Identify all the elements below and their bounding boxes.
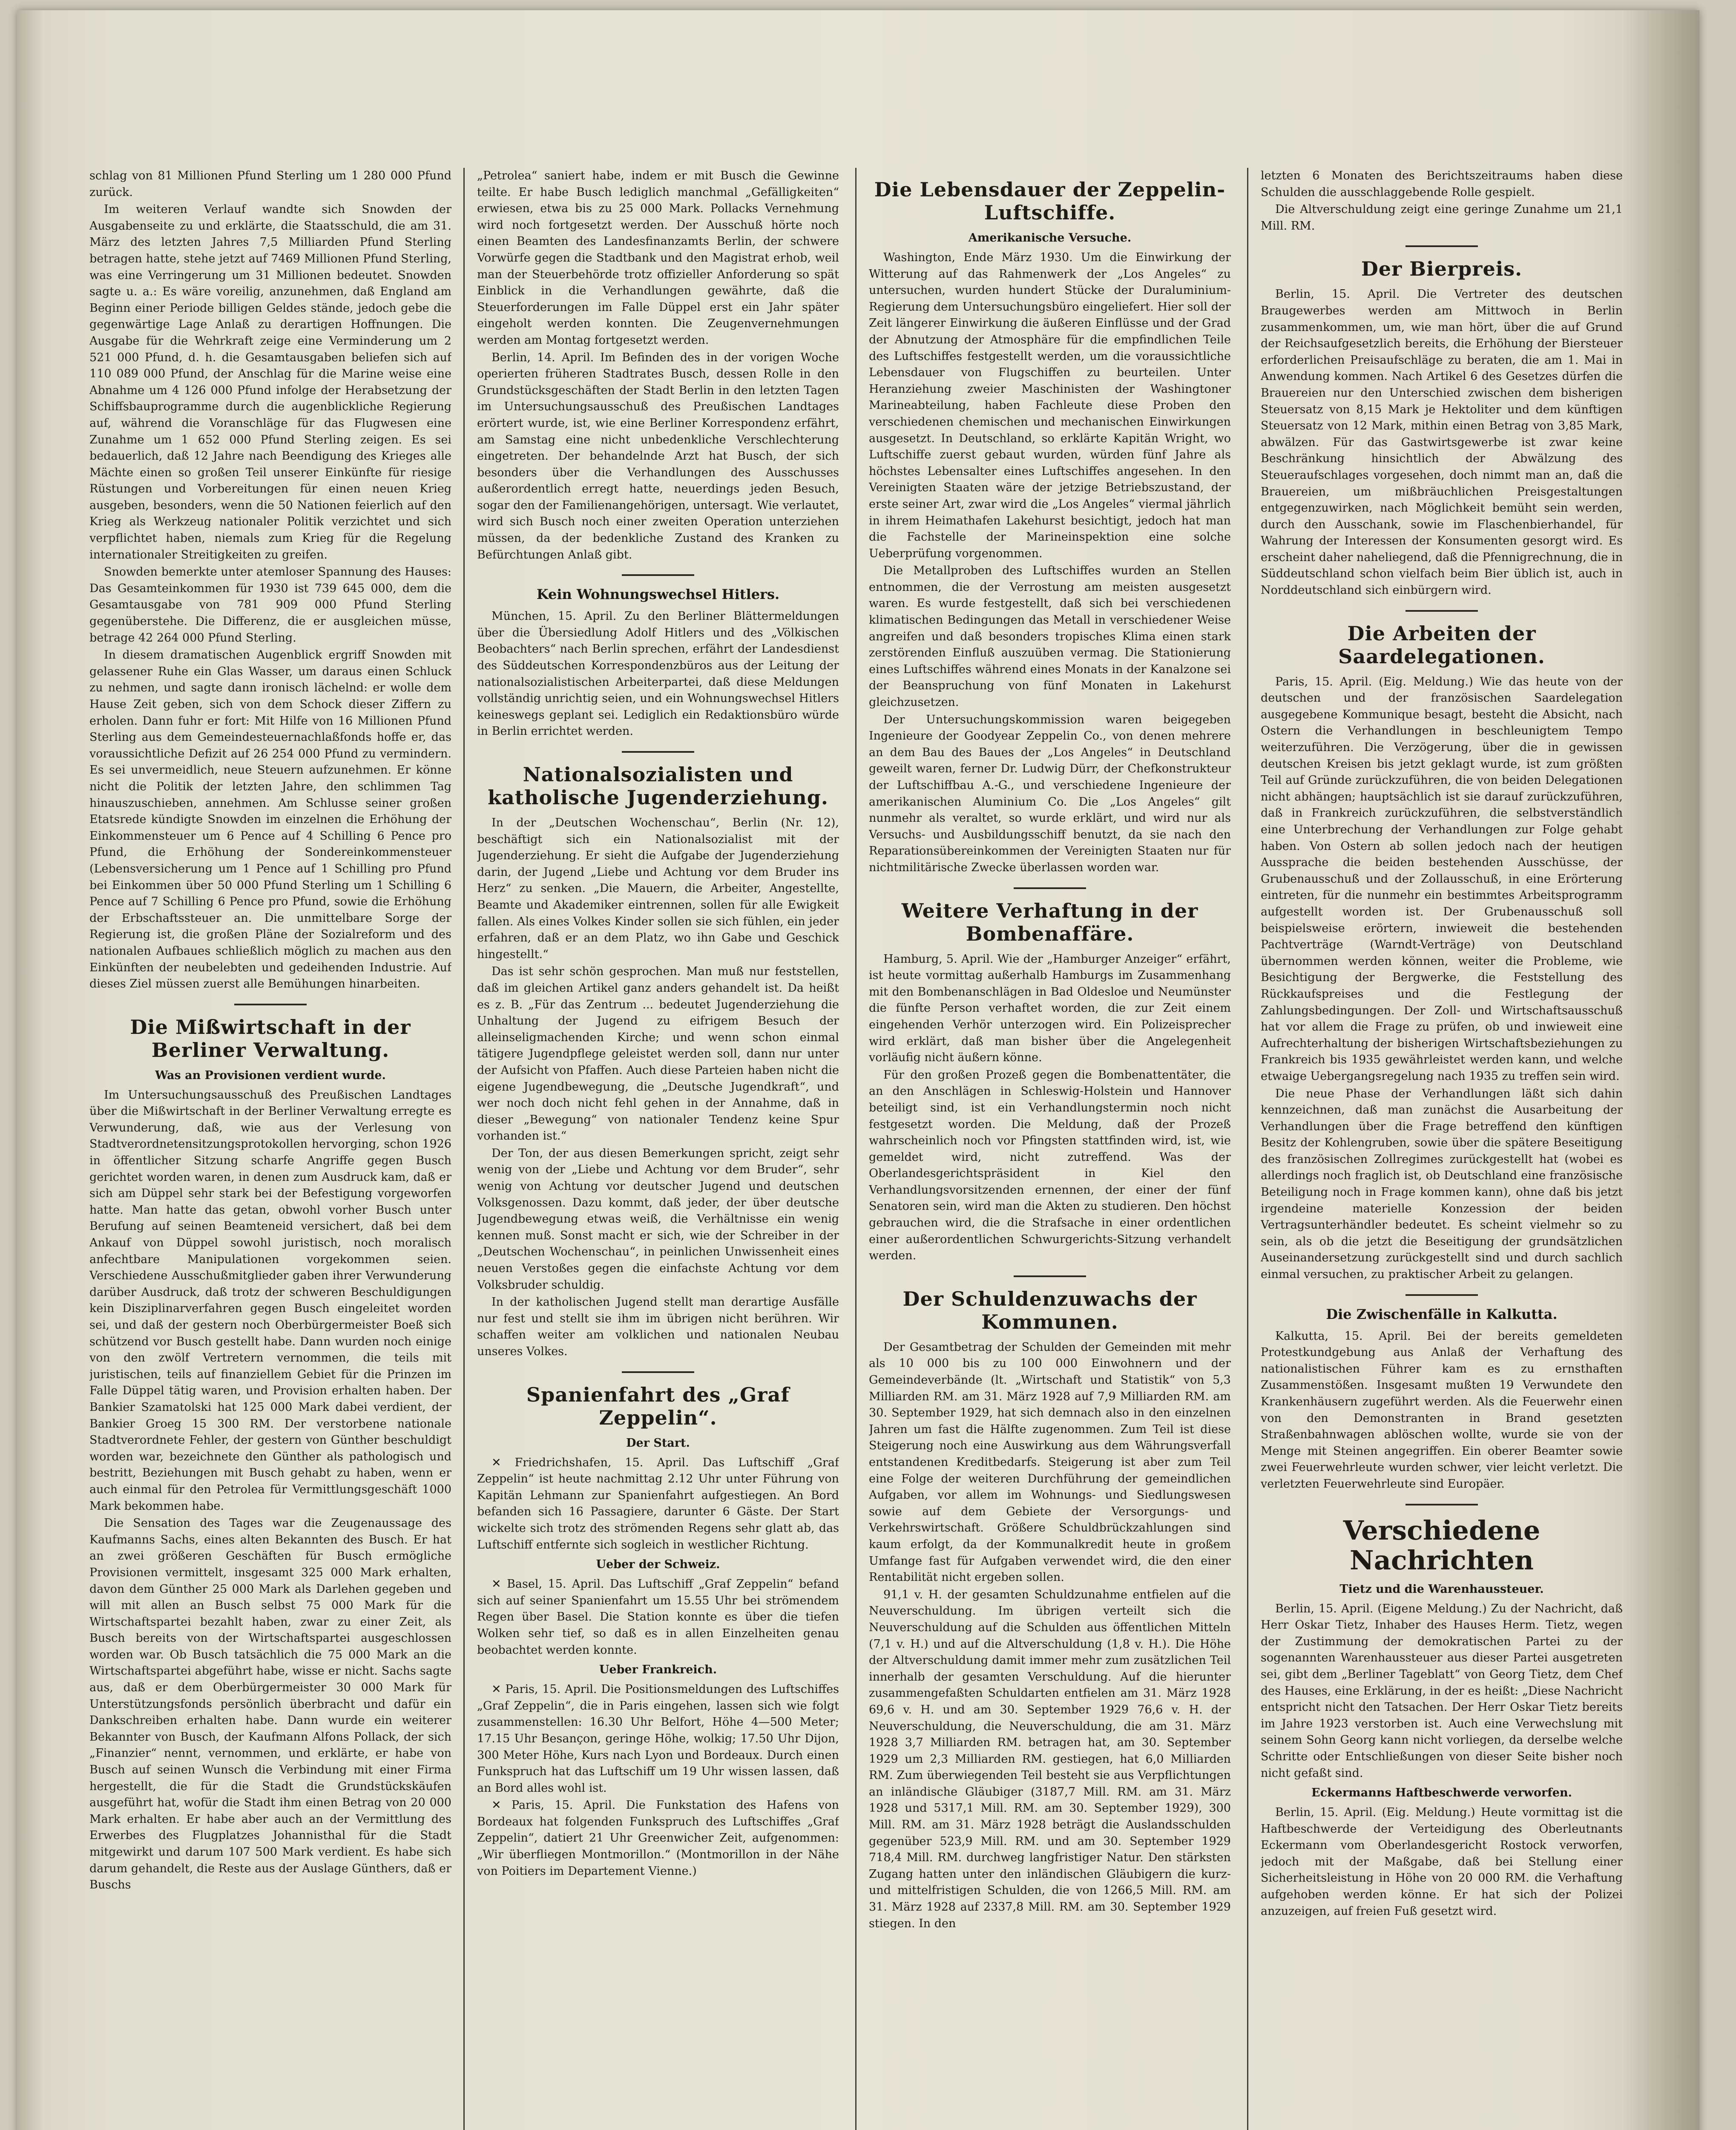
article-headline: Weitere Verhaftung in der Bombenaffäre.: [901, 899, 1199, 945]
paragraph: In der „Deutschen Wochenschau“, Berlin (Nr. 12), beschäftigt sich ein Nationalsozialist mit der Jugenderziehung. Er sieht die Aufgabe der Jugenderziehung darin, der Jugend „Liebe und Achtung vor dem Bruder ins Herz“ zu senken. „Die Mauern, die Arbeiter, Angestellte, Beamte und Akademiker eintrennen, sollen für alle Ewigkeit fallen. Als eines Volkes Kinder sollen sie sich fühlen, ein jeder erfahren, daß er an dem Platz, wo ihn Gabe und Geschick hingestellt.“: [477, 816, 839, 961]
article-headline: Kein Wohnungswechsel Hitlers.: [536, 586, 780, 603]
article-subheadline: Ueber der Schweiz.: [596, 1558, 720, 1572]
section-separator: [1405, 245, 1478, 247]
paragraph: Im weiteren Verlauf wandte sich Snowden der Ausgabenseite zu und erklärte, die Staatsschuld, die am 31. März des letzten Jahres 7,5 Milliarden Pfund Sterling betragen hatte, stehe jetzt auf 7469 Millionen Pfund Sterling, was eine Verringerung um 31 Millionen bedeutet. Snowden sagte u. a.: Es wäre voreilig, anzunehmen, daß England am Beginn einer Periode billigen Geldes stände, jedoch gebe die gegenwärtige Lage Anlaß zu derartigen Hoffnungen. Die Ausgabe für die Wehrkraft zeige eine Verminderung um 2 521 000 Pfund, d. h. die Gesamtausgaben beliefen sich auf 110 089 000 Pfund, der Anschlag für die Marine weise eine Abnahme um 4 126 000 Pfund infolge der Herabsetzung der Schiffsbauprogramme durch die augenblickliche Regierung auf, während die Voranschläge für das Flugwesen eine Zunahme um 1 652 000 Pfund Sterling zeigen. Es sei bedauerlich, daß 12 Jahre nach Beendigung des Krieges alle Mächte einen so großen Teil unserer Einkünfte für riesige Rüstungen und Vorbereitungen für einen neuen Krieg ausgeben, besonders, wenn die 50 Nationen feierlich auf den Krieg als Werkzeug nationaler Politik verzichtet und sich verpflichtet haben, niemals zum Krieg für die Regelung internationaler Streitigkeiten zu greifen.: [89, 203, 451, 561]
paragraph: In der katholischen Jugend stellt man derartige Ausfälle nur fest und stellt sie ihm im übrigen nicht berühren. Wir schaffen weiter am volklichen und nationalen Neubau unseres Volkes.: [477, 1295, 839, 1358]
article-subheadline: Ueber Frankreich.: [599, 1663, 717, 1677]
article-subheadline: Was an Provisionen verdient wurde.: [155, 1068, 386, 1082]
paragraph: Berlin, 15. April. Die Vertreter des deutschen Braugewerbes werden am Mittwoch in Berlin zusammenkommen, um, wie man hört, über die auf Grund der Reichsaufgesetzlich bereits, die Erhöhung der Biersteuer erforderlichen Preisaufschläge zu beraten, die am 1. Mai in Anwendung kommen. Nach Artikel 6 des Gesetzes dürfen die Brauereien nur den Unterschied zwischen dem bisherigen Steuersatz von 8,15 Mark je Hektoliter und dem künftigen Steuersatz von 12 Mark, mithin einen Betrag von 3,85 Mark, abwälzen. Für das Gastwirtsgewerbe ist zwar keine Beschränkung hinsichtlich der Abwälzung des Steueraufschlages vorgesehen, doch nimmt man an, daß die Brauereien, um mißbräuchlichen Preisgestaltungen entgegenzuwirken, nach Möglichkeit bemüht sein werden, durch den Ausschank, sowie im Flaschenbierhandel, für Wahrung der Interessen der Konsumenten gesorgt wird. Es erscheint daher naheliegend, daß die Pfennigrechnung, die in Süddeutschland schon vielfach beim Bier üblich ist, auch in Norddeutschland sich einbürgern wird.: [1261, 288, 1623, 597]
paragraph: Snowden bemerkte unter atemloser Spannung des Hauses: Das Gesamteinkommen für 1930 ist 739 645 000, dem die Gesamtausgabe von 781 909 000 Pfund Sterling gegenüberstehe. Die Differenz, die er ausgleichen müsse, betrage 42 264 000 Pfund Sterling.: [89, 565, 451, 645]
paragraph: Der Gesamtbetrag der Schulden der Gemeinden mit mehr als 10 000 bis zu 100 000 Einwohnern und der Gemeindeverbände (lt. „Wirtschaft und Statistik“ von 5,3 Milliarden RM. am 31. März 1928 auf 7,9 Milliarden RM. am 30. September 1929, hat sich demnach also in den einzelnen Jahren um fast die Hälfte zugenommen. Zum Teil ist diese Steigerung noch eine Auswirkung aus dem Währungsverfall entstandenen Kreditbedarfs. Steigerung ist aber zum Teil eine Folge der weiteren Durchführung der gemeindlichen Aufgaben, vor allem im Wohnungs- und Siedlungswesen sowie auf dem Gebiete der Versorgungs- und Verkehrswirtschaft. Größere Schuldbrückzahlungen sind kaum erfolgt, da der Kommunalkredit heute in großem Umfange fast für Aufgaben verwendet wird, die den einer Rentabilität nicht ergeben sollen.: [869, 1340, 1231, 1584]
article-subheadline: Der Start.: [626, 1436, 690, 1450]
paragraph: München, 15. April. Zu den Berliner Blättermeldungen über die Übersiedlung Adolf Hitlers und des „Völkischen Beobachters“ nach Berlin sprechen, erfährt der Landesdienst des Süddeutschen Korrespondenzbüros aus der Leitung der nationalsozialistischen Arbeiterpartei, daß diese Meldungen vollständig unrichtig seien, und ein Wohnungswechsel Hitlers keineswegs geplant sei. Lediglich ein Redaktionsbüro würde in Berlin errichtet werden.: [477, 610, 839, 738]
article-headline: Der Bierpreis.: [1361, 257, 1523, 281]
paragraph: Das ist sehr schön gesprochen. Man muß nur feststellen, daß im gleichen Artikel ganz anders gehandelt ist. Da heißt es z. B. „Für das Zentrum ... bedeutet Jugenderziehung die Unhaltung der Jugend zu eifrigem Besuch der alleinseligmachenden Kirche; und wenn schon einmal tätigere Jugendpflege geleistet werden soll, dann nur unter der Aufsicht von Pfaffen. Auch diese Parteien haben nicht die eigene Jugendbewegung, die „Deutsche Jugendkraft“, und wer noch doch nicht fehl gehen in der Annahme, daß in dieser „Bewegung“ von nationaler Tendenz keine Spur vorhanden ist.“: [477, 965, 839, 1143]
paragraph: Die Metallproben des Luftschiffes wurden an Stellen entnommen, die der Verrostung am meisten ausgesetzt waren. Es wurde festgestellt, daß sich bei verschiedenen klimatischen Bedingungen das Metall in verschiedener Weise angreifen und daß besonders tropisches Klima einen stark zerstörenden Einfluß auszuüben vermag. Die Stationierung eines Luftschiffes während eines Monats in der Kanalzone sei der Beanspruchung von fünf Monaten in Lakehurst gleichzusetzen.: [869, 564, 1231, 709]
paragraph: Paris, 15. April. (Eig. Meldung.) Wie das heute von der deutschen und der französischen Saardelegation ausgegebene Kommunique besagt, besteht die Absicht, nach Ostern die Verhandlungen in beschleunigtem Tempo weiterzuführen. Die Verzögerung, über die in gewissen deutschen Kreisen bis jetzt geklagt wurde, ist zum größten Teil auf Gründe zurückzuführen, die von beiden Delegationen nicht abhängen; hauptsächlich ist sie darauf zurückzuführen, daß in Frankreich zurückzuführen, die selbstverständlich eine Unterbrechung der Verhandlungen zur Folge gehabt haben. Von Ostern ab sollen jedoch nach der heutigen Aussprache die beiden bestehenden Ausschüsse, der Grubenausschuß und der Zollausschuß, in eine Erörterung eintreten, für die nunmehr ein bestimmtes Arbeitsprogramm aufgestellt worden ist. Der Grubenausschuß soll beispielsweise erörtern, inwieweit die bestehenden Pachtverträge (Warndt-Verträge) von Deutschland übernommen werden können, weiter die Probleme, wie Besichtigung der Bergwerke, die Feststellung des Rückkaufspreises und die Festlegung der Zahlungsbedingungen. Der Zoll- und Wirtschaftsausschuß hat vor allem die Frage zu prüfen, ob und inwieweit eine Aufrechterhaltung der bisherigen Wirtschaftsbeziehungen zu Frankreich bis 1935 gewährleistet werden kann, und welche etwaige Uebergangsregelung nach 1935 zu treffen sein wird.: [1261, 675, 1623, 1083]
section-separator: [1405, 1504, 1478, 1505]
column-2: [477, 168, 839, 2130]
paragraph: In diesem dramatischen Augenblick ergriff Snowden mit gelassener Ruhe ein Glas Wasser, um daraus einen Schluck zu nehmen, und sagte dann ironisch lächelnd: er wolle dem Hause Zeit geben, sich von dem Schock dieser Ziffern zu erholen. Dann fuhr er fort: Mit Hilfe von 16 Millionen Pfund Sterling aus dem Gemeindesteuernachlaßfonds hoffe er, das voraussichtliche Defizit auf 26 254 000 Pfund zu vermindern. Es sei unvermeidlich, neue Steuern aufzunehmen. Er könne nicht die Politik der letzten Jahre, den schlimmen Tag hinauszuschieben, annehmen. Am Schlusse seiner großen Etatsrede kündigte Snowden im einzelnen die Erhöhung der Einkommensteuer um 6 Pence auf 4 Schilling 6 Pence pro Pfund, die Erhöhung der Sondereinkommensteuer (Lebensversicherung um 1 Pence auf 1 Schilling pro Pfund bei Einkommen über 50 000 Pfund Sterling um 1 Schilling 6 Pence auf 7 Schilling 6 Pence pro Pfund, sowie die Erhöhung der Erbschaftssteuer an. Die unmittelbare Sorge der Regierung ist, die großen Pläne der Sozialreform und des nationalen Aufbaues schließlich möglich zu machen aus den Einkünften der neubelebten und gedeihenden Industrie. Auf dieses Ziel müssen zuerst alle Bemühungen hinarbeiten.: [89, 648, 451, 991]
section-separator: [234, 1004, 307, 1005]
column-3: [869, 168, 1231, 2130]
column-4: [1261, 168, 1623, 2130]
page-gutter-shadow: [17, 10, 43, 2130]
section-separator: [1014, 887, 1086, 889]
article-headline: Die Lebensdauer der Zeppelin-Luftschiffe.: [874, 178, 1226, 224]
paragraph: ✕ Basel, 15. April. Das Luftschiff „Graf Zeppelin“ befand sich auf seiner Spanienfahrt um 15.55 Uhr bei strömendem Regen über Basel. Die Station konnte es über die tiefen Wolken sehr tief, so daß es in allen Einzelheiten genau beobachtet werden konnte.: [477, 1577, 839, 1657]
section-separator: [1405, 610, 1478, 612]
section-headline: Verschiedene Nachrichten: [1343, 1514, 1541, 1576]
paragraph: Hamburg, 5. April. Wie der „Hamburger Anzeiger“ erfährt, ist heute vormittag außerhalb Hamburgs im Zusammenhang mit den Bombenanschlägen in Bad Oldesloe und Neumünster die fünfte Person verhaftet worden, die zur Zeit einem eingehenden Verhör unterzogen wird. Ein Polizeisprecher wird erklärt, daß man bisher über die Angelegenheit vorläufig nicht äußern könne.: [869, 952, 1231, 1065]
newspaper-page: [17, 10, 1699, 2130]
section-separator: [1014, 1275, 1086, 1277]
section-separator: [622, 1371, 694, 1373]
paragraph: Washington, Ende März 1930. Um die Einwirkung der Witterung auf das Rahmenwerk der „Los Angeles“ zu untersuchen, wurden hundert Stücke der Duraluminium-Regierung dem Untersuchungsbüro eingeliefert. Hier soll der Zeit längerer Einwirkung die äußeren Einflüsse und der Grad der Abnutzung der Atmosphäre für die empfindlichen Teile des Luftschiffes festgestellt werden, um die voraussichtliche Lebensdauer von Flugschiffen zu beurteilen. Unter Heranziehung zweier Maschinisten der Washingtoner Marineabteilung, haben Fachleute diese Proben den verschiedenen chemischen und mechanischen Einwirkungen ausgesetzt. In Deutschland, so erklärte Kapitän Wright, wo Luftschiffe zuerst gebaut wurden, würden fünf Jahre als höchstes Lebensalter eines Luftschiffes angesehen. In den Vereinigten Staaten wäre der jetzige Betriebszustand, der erste seiner Art, zwar wird die „Los Angeles“ viermal jährlich in ihrem Heimathafen Lakehurst besichtigt, jedoch hat man die Fachstelle der Marineinspektion eine solche Ueberprüfung vorgenommen.: [869, 251, 1231, 560]
paragraph: ✕ Paris, 15. April. Die Funkstation des Hafens von Bordeaux hat folgenden Funkspruch des Luftschiffes „Graf Zeppelin“, datiert 21 Uhr Greenwicher Zeit, aufgenommen: „Wir überfliegen Montmorillon.“ (Montmorillon in der Nähe von Poitiers im Departement Vienne.): [477, 1799, 839, 1878]
paragraph: Berlin, 14. April. Im Befinden des in der vorigen Woche operierten früheren Stadtrates Busch, dessen Rolle in den Grundstücksgeschäften der Stadt Berlin in den letzten Tagen im Untersuchungsausschuß des Preußischen Landtages erörtert wurde, ist, wie eine Berliner Korrespondenz erfährt, am Samstag eine nicht unbedenkliche Verschlechterung eingetreten. Der behandelnde Arzt hat Busch, der sich besonders über die Verhandlungen des Ausschusses außerordentlich erregt hatte, neuerdings jeden Besuch, sogar den der Familienangehörigen, untersagt. Wie verlautet, wird sich Busch noch einer zweiten Operation unterziehen müssen, da der bedenkliche Zustand des Kranken zu Befürchtungen Anlaß gibt.: [477, 351, 839, 561]
paragraph: 91,1 v. H. der gesamten Schuldzunahme entfielen auf die Neuverschuldung. Im übrigen verteilt sich die Neuverschuldung auf die Schulden aus öffentlichen Mitteln (7,1 v. H.) und auf die Altverschuldung (1,8 v. H.). Die Höhe der Altverschuldung damit immer mehr zum zusätzlichen Teil innerhalb der gesamten Verschuldung. Auf die hierunter zusammengefaßten Schuldarten entfielen am 31. März 1928 69,6 v. H. und am 30. September 1929 76,6 v. H. der Neuverschuldung, die Neuverschuldung, die am 31. März 1928 3,7 Milliarden RM. betragen hat, am 30. September 1929 um 2,3 Milliarden RM. gestiegen, hat 6,0 Milliarden RM. Zum überwiegenden Teil besteht sie aus Verpflichtungen an inländische Gläubiger (3187,7 Mill. RM. am 31. März 1928 und 5317,1 Mill. RM. am 30. September 1929), 300 Mill. RM. am 31. März 1928 beträgt die Auslandsschulden gegenüber 523,9 Mill. RM. und am 30. September 1929 718,4 Mill. RM. durchweg langfristiger Natur. Den stärksten Zugang hatten unter den inländischen Gläubigern die kurz- und mittelfristigen Schulden, die von 1266,5 Mill. RM. am 31. März 1928 auf 2337,8 Mill. RM. am 30. September 1929 stiegen. In den: [869, 1588, 1231, 1930]
section-separator: [622, 751, 694, 753]
article-headline: Spanienfahrt des „Graf Zeppelin“.: [526, 1383, 790, 1429]
paragraph: Kalkutta, 15. April. Bei der bereits gemeldeten Protestkundgebung aus Anlaß der Verhaftung des nationalistischen Führer kam es zu ernsthaften Zusammenstößen. Insgesamt mußten 19 Verwundete den Krankenhäusern zugeführt werden. Als die Feuerwehr einen von den Demonstranten in Brand gesetzten Straßenbahnwagen ablöschen wollte, wurde sie von der Menge mit Steinen angegriffen. Ein oberer Beamter sowie zwei Feuerwehrleute wurden schwer, vier leicht verletzt. Die verletzten Feuerwehrleute sind Europäer.: [1261, 1329, 1623, 1491]
section-separator: [622, 574, 694, 576]
section-separator: [1405, 1294, 1478, 1296]
paragraph: „Petrolea“ saniert habe, indem er mit Busch die Gewinne teilte. Er habe Busch lediglich manchmal „Gefälligkeiten“ erwiesen, etwa bis zu 25 000 Mark. Pollacks Vernehmung wird noch fortgesetzt werden. Der Ausschuß hörte noch einen Beamten des Landesfinanzamts Berlin, der schwere Vorwürfe gegen die Stadtbank und den Magistrat erhob, weil man der Steuerbehörde trotz offizieller Anforderung so spät Einblick in die Verhandlungen gewährte, daß die Steuerforderungen im Falle Düppel erst ein Jahr später eingeholt werden konnten. Die Zeugenvernehmungen werden am Montag fortgesetzt werden.: [477, 169, 839, 347]
article-headline: Nationalsozialisten und katholische Jugenderziehung.: [488, 763, 828, 809]
paragraph: letzten 6 Monaten des Berichtszeitraums haben diese Schulden die ausschlaggebende Rolle gespielt.: [1261, 169, 1623, 199]
paragraph: Berlin, 15. April. (Eigene Meldung.) Zu der Nachricht, daß Herr Oskar Tietz, Inhaber des Hauses Herm. Tietz, wegen der Zustimmung der demokratischen Partei zu der sogenannten Warenhaussteuer aus dieser Partei ausgetreten sei, gibt dem „Berliner Tageblatt“ von Georg Tietz, dem Chef des Hauses, eine Erklärung, in der es heißt: „Diese Nachricht entspricht nicht den Tatsachen. Der Herr Oskar Tietz bereits im Jahre 1923 verstorben ist. Auch eine Verwechslung mit seinem Sohn Georg kann nicht vorliegen, da derselbe welche Schritte oder Entschließungen von dieser Seite bisher noch nicht gefaßt sind.: [1261, 1602, 1623, 1780]
column-1: [89, 168, 451, 2130]
paragraph: schlag von 81 Millionen Pfund Sterling um 1 280 000 Pfund zurück.: [89, 169, 451, 199]
article-headline: Die Arbeiten der Saardelegationen.: [1338, 622, 1545, 668]
paragraph: Der Untersuchungskommission waren beigegeben Ingenieure der Goodyear Zeppelin Co., von denen mehrere an dem Bau des Baues der „Los Angeles“ in Deutschland geweilt waren, ferner Dr. Ludwig Dürr, der Chefkonstrukteur der Luftschiffbau A.-G., und verschiedene Ingenieure der amerikanischen Aluminium Co. Die „Los Angeles“ gilt nunmehr als veraltet, so wurde erklärt, und wird nur als Versuchs- und Ausbildungsschiff benutzt, da sie nach den Reparationsübereinkommen der Vereinigten Staaten nur für nichtmilitärische Zwecke überlassen worden war.: [869, 713, 1231, 874]
article-headline: Der Schuldenzuwachs der Kommunen.: [902, 1287, 1197, 1333]
article-subheadline: Tietz und die Warenhaussteuer.: [1339, 1582, 1544, 1596]
article-subheadline: Amerikanische Versuche.: [968, 231, 1132, 245]
paragraph: Der Ton, der aus diesen Bemerkungen spricht, zeigt sehr wenig von der „Liebe und Achtung vor dem Bruder“, sehr wenig von Achtung vor deutscher Jugend und deutschen Volksgenossen. Dazu kommt, daß jeder, der über deutsche Jugendbewegung etwas weiß, die Verhältnisse ein wenig kennen muß. Sonst macht er sich, wie der Schreiber in der „Deutschen Wochenschau“, in peinlichen Unwissenheit eines neuen Verstoßes gegen die einfachste Achtung vor dem Volksbruder schuldig.: [477, 1146, 839, 1292]
paragraph: Für den großen Prozeß gegen die Bombenattentäter, die an den Anschlägen in Schleswig-Holstein und Hannover beteiligt sind, ist ein Verhandlungstermin noch nicht festgesetzt worden. Die Meldung, daß der Prozeß wahrscheinlich noch vor Pfingsten stattfinden wird, ist, wie gemeldet wird, nicht zutreffend. Was der Oberlandesgerichtspräsident in Kiel den Verhandlungsvorsitzenden ernennen, der einer der fünf Senatoren sein, wird man die Akten zu studieren. Den höchst gebrauchen wird, die die Strafsache in einer ordentlichen einer außerordentlichen Schwurgerichts-Sitzung verhandelt werden.: [869, 1068, 1231, 1263]
paragraph: ✕ Friedrichshafen, 15. April. Das Luftschiff „Graf Zeppelin“ ist heute nachmittag 2.12 Uhr unter Führung von Kapitän Lehmann zur Spanienfahrt aufgestiegen. An Bord befanden sich 16 Passagiere, darunter 6 Gäste. Der Start wickelte sich trotz des strömenden Regens sehr glatt ab, das Luftschiff entfernte sich sogleich in westlicher Richtung.: [477, 1456, 839, 1551]
paragraph: Die Sensation des Tages war die Zeugenaussage des Kaufmanns Sachs, eines alten Bekannten des Busch. Er hat an zwei größeren Geschäften für Busch ermögliche Provisionen vermittelt, insgesamt 325 000 Mark erhalten, davon dem Günther 25 000 Mark als Darlehen gegeben und will mit allen an Busch selbst 75 000 Mark für die Wirtschaftspartei bezahlt haben, zwar zu einer Zeit, als Busch bereits von der Wirtschaftspartei ausgeschlossen worden war. Ob Busch tatsächlich die 75 000 Mark an die Wirtschaftspartei abgeführt habe, wisse er nicht. Sachs sagte aus, daß er dem Oberbürgermeister 30 000 Mark für Unterstützungsfonds persönlich überbracht und dafür ein Dankschreiben erhalten habe. Dann wurde ein weiterer Bekannter von Busch, der Kaufmann Alfons Pollack, der sich „Finanzier“ nennt, vernommen, und erklärte, er habe von Busch auf seinen Wunsch die Verbindung mit einer Firma hergestellt, die für die Stadt die Grundstückskäufen ausgeführt hat, wofür die Stadt ihm einen Betrag von 20 000 Mark erhalten. Er habe aber auch an der Vermittlung des Erwerbes des Flugplatzes Johannisthal für die Stadt mitgewirkt und darum 107 500 Mark verdient. Es habe sich darum gehandelt, die Reste aus der Auslage Günthers, daß er Buschs: [89, 1517, 451, 1892]
column-rule: [855, 168, 857, 2130]
paragraph: Berlin, 15. April. (Eig. Meldung.) Heute vormittag ist die Haftbeschwerde der Verteidigung des Oberleutnants Eckermann vom Oberlandesgericht Rostock verworfen, jedoch mit der Maßgabe, daß bei Stellung einer Sicherheitsleistung in Höhe von 20 000 RM. die Verhaftung aufgehoben werden könne. Er hat sich der Polizei anzuzeigen, auf freien Fuß gesetzt wird.: [1261, 1806, 1623, 1918]
paragraph: Im Untersuchungsausschuß des Preußischen Landtages über die Mißwirtschaft in der Berliner Verwaltung erregte es Verwunderung, daß, wie aus der Verlesung von Stadtverordnetensitzungsprotokollen hervorging, schon 1926 in öffentlicher Sitzung scharfe Angriffe gegen Busch gerichtet worden waren, in denen zum Ausdruck kam, daß er sich am Düppel sehr stark bei der Befestigung vorgeworfen hatte. Man hatte das getan, obwohl vorher Busch unter Berufung auf seinen Beamteneid versichert, daß bei dem Ankauf von Düppel sowohl juristisch, noch moralisch anfechtbare Manipulationen vorgekommen seien. Verschiedene Ausschußmitglieder gaben ihrer Verwunderung darüber Ausdruck, daß trotz der schweren Beschuldigungen kein Disziplinarverfahren gegen Busch eingeleitet worden sei, und daß der gestern noch Oberbürgermeister Boeß sich schützend vor Busch gestellt habe. Dann wurden noch einige von den zwölf Vertretern vernommen, die teils mit juristischen, teils auf finanziellem Gebiet für die Prinzen im Falle Düppel tätig waren, und Provision erhalten haben. Der Bankier Szamatolski hat 125 000 Mark dabei verdient, der Bankier Groeg 15 300 RM. Der verstorbene nationale Stadtverordnete Fehler, der gestern von Günther beschuldigt worden war, bezeichnete den Günther als pathologisch und bestritt, Beziehungen mit Busch gehabt zu haben, wenn er auch einmal für den Petrolea für Vermittlungsgeschäft 1000 Mark bekommen habe.: [89, 1088, 451, 1513]
page-edge-shadow: [1623, 10, 1699, 2130]
article-headline: Die Mißwirtschaft in der Berliner Verwaltung.: [130, 1015, 411, 1062]
column-rule: [463, 168, 465, 2130]
paragraph: Die Altverschuldung zeigt eine geringe Zunahme um 21,1 Mill. RM.: [1261, 203, 1623, 233]
column-rule: [1247, 168, 1248, 2130]
article-subheadline: Eckermanns Haftbeschwerde verworfen.: [1311, 1786, 1572, 1800]
paragraph: ✕ Paris, 15. April. Die Positionsmeldungen des Luftschiffes „Graf Zeppelin“, die in Paris eingehen, lassen sich wie folgt zusammenstellen: 16.30 Uhr Belfort, Höhe 4—500 Meter; 17.15 Uhr Besançon, geringe Höhe, wolkig; 17.50 Uhr Dijon, 300 Meter Höhe, Kurs nach Lyon und Bordeaux. Durch einen Funkspruch hat das Luftschiff um 19 Uhr wissen lassen, daß an Bord alles wohl ist.: [477, 1683, 839, 1795]
paragraph: Die neue Phase der Verhandlungen läßt sich dahin kennzeichnen, daß man zunächst die Ausarbeitung der Verhandlungen über die Frage betreffend den künftigen Besitz der Kohlengruben, sowie über die spätere Beseitigung des französischen Zollregimes zurückgestellt hat (wobei es allerdings noch fraglich ist, ob Deutschland eine französische Beteiligung noch in Frage kommen kann), ohne daß bis jetzt irgendeine materielle Konzession der beiden Vertragsunterhändler bedeutet. Es scheint vielmehr so zu sein, als ob die jetzt die Beseitigung der grundsätzlichen Auseinandersetzung zurückgestellt sind und durch sachlich einmal versuchen, zu praktischer Arbeit zu gelangen.: [1261, 1087, 1623, 1281]
article-headline: Die Zwischenfälle in Kalkutta.: [1326, 1306, 1558, 1322]
